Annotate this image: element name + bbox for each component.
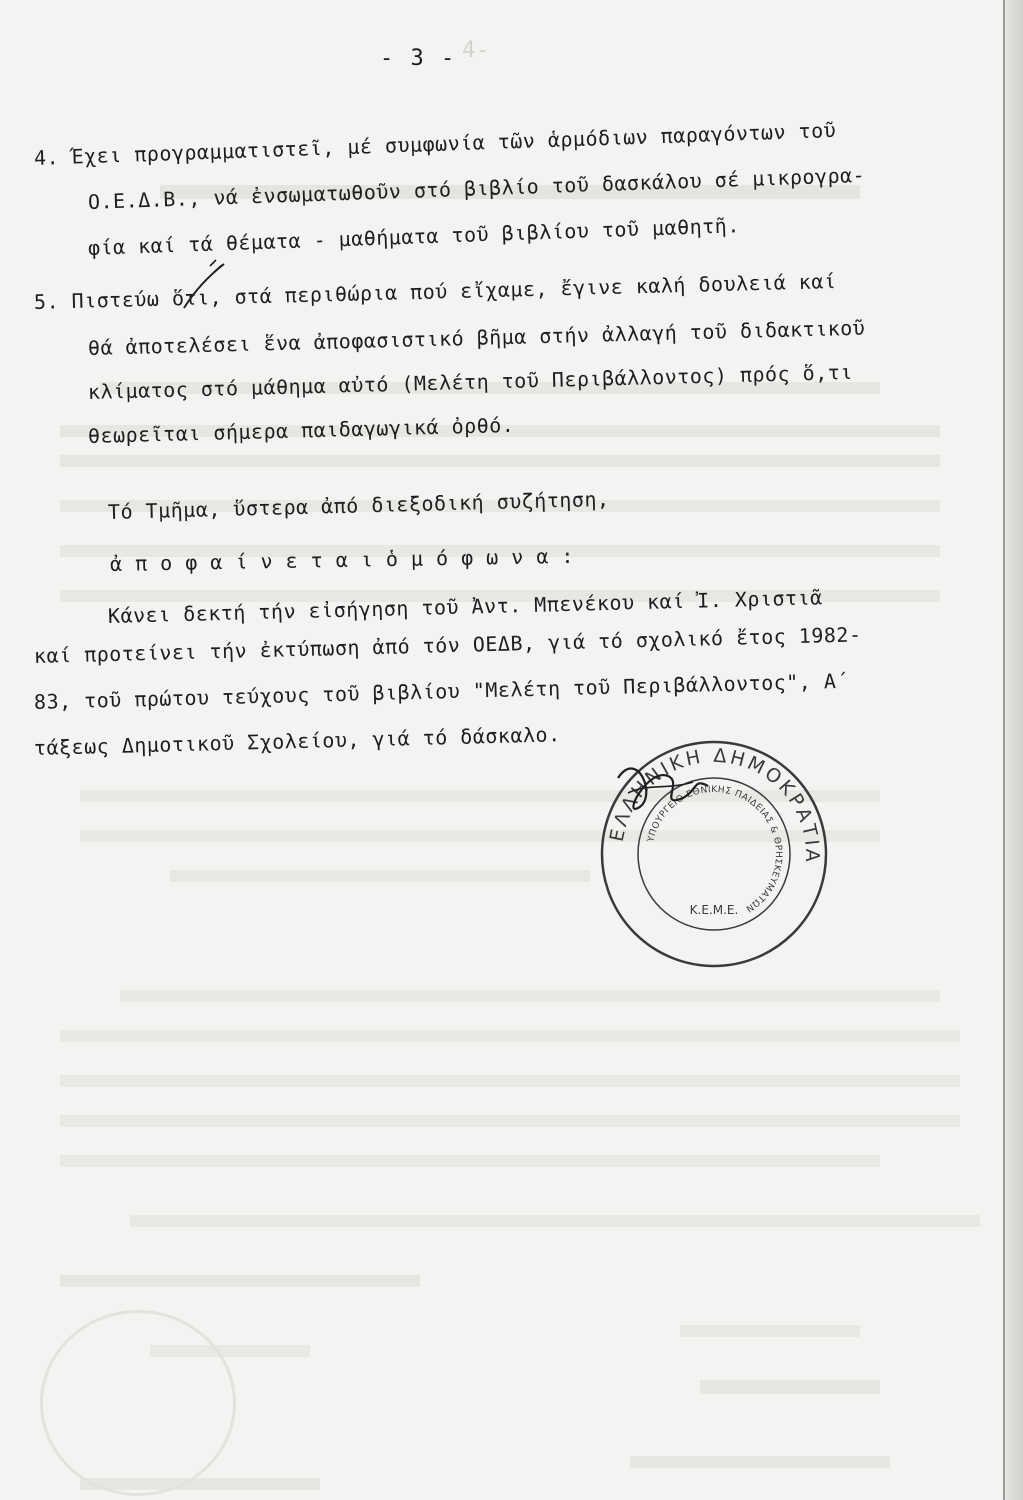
stamp-graphic — [598, 738, 830, 970]
text-line-4: 5. Πιστεύω ὅτι, στά περιθώρια πού εἴχαμε, ἔγινε καλή δουλειά καί — [33, 268, 837, 314]
text-line-12: 83, τοῦ πρώτου τεύχους τοῦ βιβλίου "Μελέτη τοῦ Περιβάλλοντος", Α΄ — [33, 668, 850, 714]
text-line-6: κλίματος στό μάθημα αὐτό (Μελέτη τοῦ Περιβάλλοντος) πρός ὅ,τι — [87, 359, 854, 404]
stamp-bottom-text: Κ.Ε.Μ.Ε. — [689, 903, 739, 917]
page-number: - 3 - — [380, 46, 457, 71]
text-line-7: θεωρεῖται σήμερα παιδαγωγικά ὀρθό. — [87, 412, 515, 448]
reverse-page-number: 4- — [462, 38, 490, 63]
stamp-outer-text: ΕΛΛΗΝΙΚΗ ΔΗΜΟΚΡΑΤΙΑ — [605, 744, 824, 866]
text-line-5: θά ἀποτελέσει ἕνα ἀποφασιστικό βῆμα στήν ἀλλαγή τοῦ διδακτικοῦ — [87, 315, 866, 360]
stamp-inner-text: ΥΠΟΥΡΓΕΙΟ ΕΘΝΙΚΗΣ ΠΑΙΔΕΙΑΣ & ΘΡΗΣΚΕΥΜΑΤΩΝ — [646, 784, 784, 914]
text-line-2: Ο.Ε.Δ.Β., νά ἐνσωματωθοῦν στό βιβλίο τοῦ δασκάλου σέ μικρογρα- — [87, 162, 866, 214]
text-line-9: ἀ π ο φ α ί ν ε τ α ι ὁ μ ό φ ω ν α : — [109, 543, 575, 576]
text-line-10: Κάνει δεκτή τήν εἰσήγηση τοῦ Ἀντ. Μπενέκου καί Ἰ. Χριστιᾶ — [107, 585, 823, 628]
text-line-13: τάξεως Δημοτικοῦ Σχολείου, γιά τό δάσκαλο. — [33, 722, 561, 760]
text-line-1: 4. Έχει προγραμματιστεῖ, μέ συμφωνία τῶν ἁρμόδιων παραγόντων τοῦ — [33, 117, 837, 170]
text-line-8: Τό Τμῆμα, ὕστερα ἀπό διεξοδική συζήτηση, — [107, 486, 610, 524]
handwritten-correction-mark — [176, 256, 236, 316]
text-line-3: φία καί τά θέματα - μαθήματα τοῦ βιβλίου τοῦ μαθητῆ. — [87, 213, 741, 260]
svg-text:ΥΠΟΥΡΓΕΙΟ ΕΘΝΙΚΗΣ ΠΑΙΔΕΙΑΣ & Θ — [646, 785, 783, 914]
text-line-11: καί προτείνει τήν ἐκτύπωση ἀπό τόν ΟΕΔΒ, γιά τό σχολικό ἔτος 1982- — [33, 622, 862, 668]
official-stamp — [598, 738, 830, 970]
